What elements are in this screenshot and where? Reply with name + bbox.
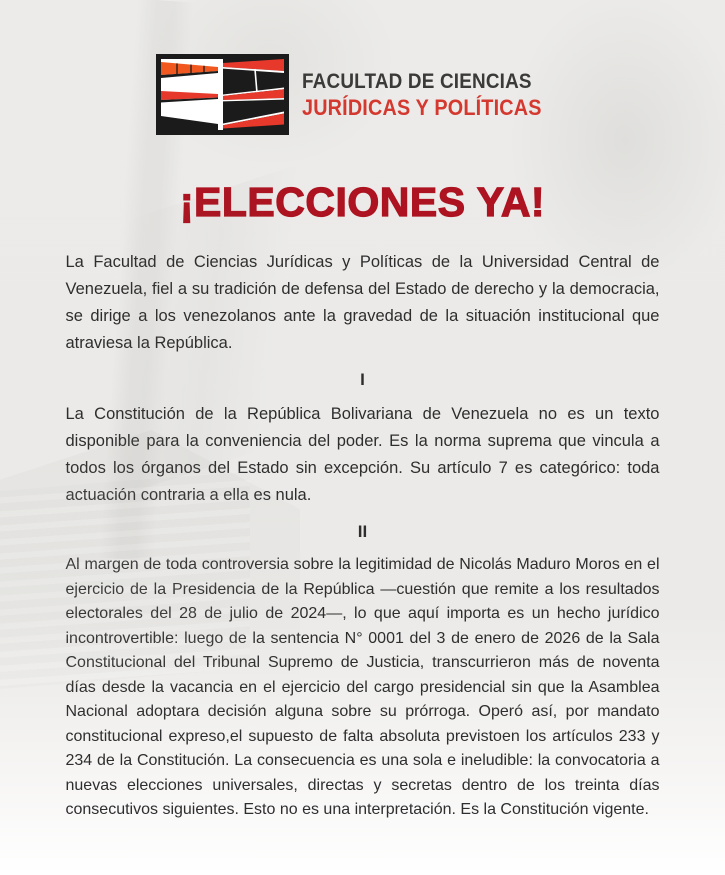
faculty-name-line1: FACULTAD DE CIENCIAS	[302, 69, 533, 93]
faculty-logo-text	[302, 69, 568, 121]
intro-paragraph: La Facultad de Ciencias Jurídicas y Políticas de la Universidad Central de Venezuela, fiel a su tradición de defensa del Estado de derecho y la democracia, se dirige a los venezolanos ante la gravedad de la situación institucional que atraviesa la República.	[65, 253, 660, 352]
section-2-numeral: II	[357, 522, 368, 541]
section-2-paragraph: Al margen de toda controversia sobre la legitimidad de Nicolás Maduro Moros en el ejercicio de la Presidencia de la República —cuestión que remite a los resultados electorales del 28 de julio de 2024—, lo que aquí importa es un hecho jurídico incontrovertible: luego de la sentencia N° 0001 del 3 de enero de 2026 de la Sala Constitucional del Tribunal Supremo de Justicia, transcurrieron más de noventa días desde la vacancia en el ejercicio del cargo presidencial sin que la Asamblea Nacional adoptara decisión alguna sobre su prórroga. Operó así, por mandato constitucional expreso,el supuesto de falta absoluta previstoen los artículos 233 y 234 de la Constitución. La consecuencia es una sola e ineludible: la convocatoria a nuevas elecciones universales, directas y secretas dentro de los treinta días consecutivos siguientes. Esto no es una interpretación. Es la Constitución vigente.	[65, 556, 660, 818]
section-1-numeral: I	[360, 370, 365, 389]
communique-body	[66, 249, 660, 823]
faculty-logo	[83, 54, 643, 135]
faculty-name-line2: JURÍDICAS Y POLÍTICAS	[302, 94, 542, 120]
faculty-logo-mark	[156, 54, 289, 135]
section-1-paragraph: La Constitución de la República Bolivariana de Venezuela no es un texto disponible para la conveniencia del poder. Es la norma suprema que vincula a todos los órganos del Estado sin excepción. Su artículo 7 es categórico: toda actuación contraria a ella es nula.	[65, 405, 660, 504]
headline: ¡ELECCIONES YA!	[179, 179, 546, 225]
